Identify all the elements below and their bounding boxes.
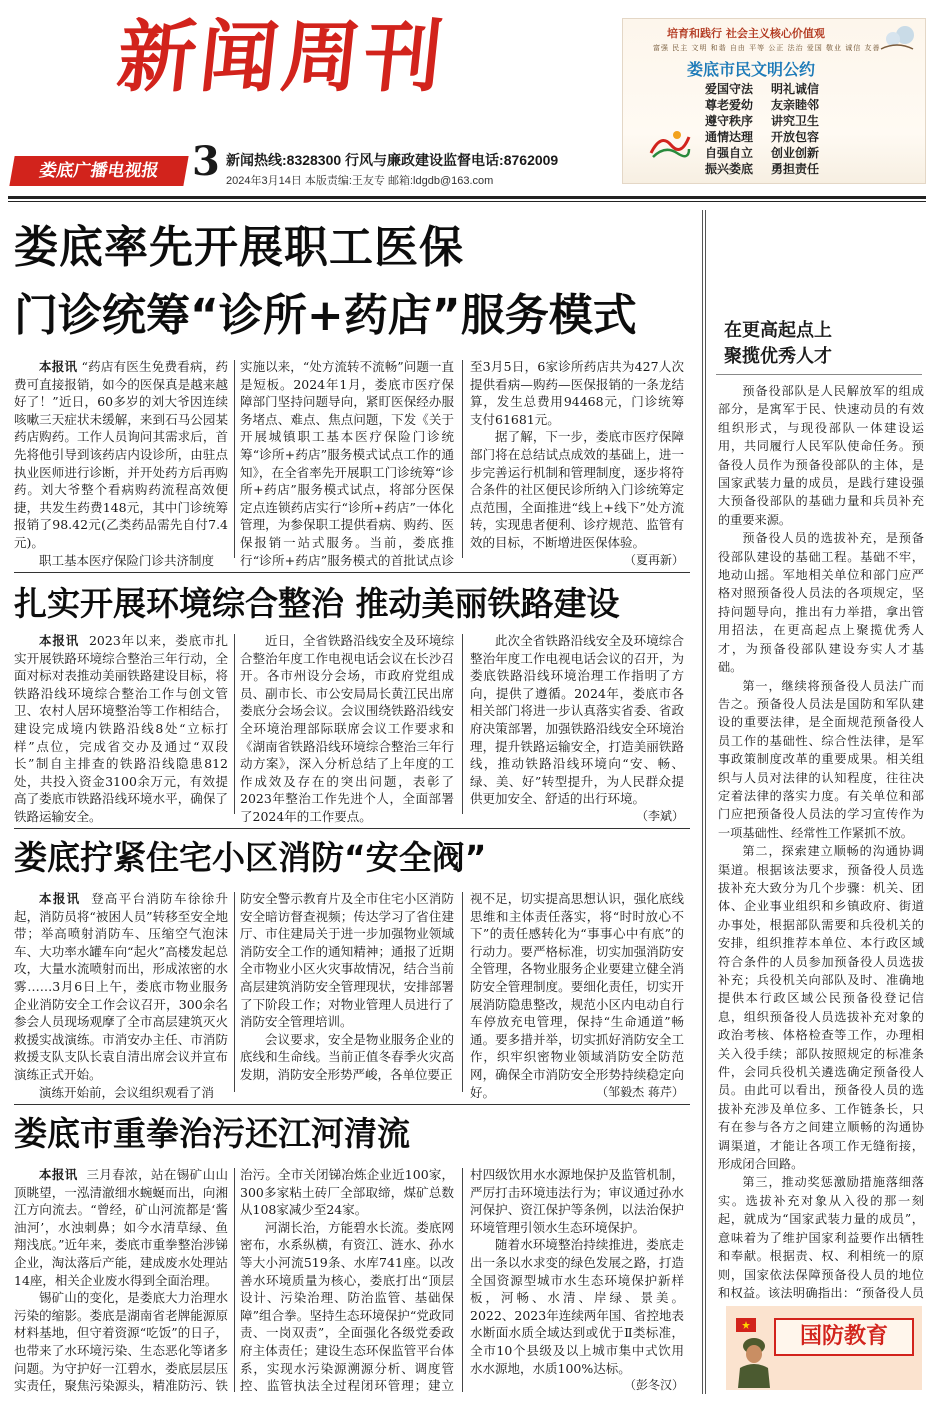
civility-item: 通情达理 <box>705 130 754 144</box>
article-text: “药店有医生免费看病，药费可直接报销，如今的医保真是越来越好了！”近日，60多岁的刘大爷因连续咳嗽三天症状未缓解，来到石马公园某药店购药。工作人员询问其需求后，首先将他引导到该药店内设诊所，由驻点执业医师进行诊断，并开处药方后再购药。刘大爷整个看病购药流程高效便捷，共发生药费148元，其中门诊统筹报销了98.42元(乙类药品需先自付7.4元)。 <box>14 359 228 550</box>
article3-col2 <box>240 890 454 1102</box>
article-text: 此次全省铁路沿线安全及环境综合整治年度工作电视电话会议的召开，为娄底铁路沿线环境治理工作指明了方向，提供了遵循。2024年，娄底市各相关部门将进一步认真落实省委、省政府决策部署，加强铁路沿线安全环境治理，提升铁路运输安全，打造美丽铁路线，推动铁路沿线环境向“安、畅、绿、美、好”转型提升，为人民群众提供更加安全、舒适的出行环境。 <box>470 633 684 807</box>
article-text: 三月春浓，站在锡矿山山顶眺望，一泓清澈细水蜿蜒而出，向湘江方向流去。“曾经，矿山河流都是‘酱油河’，水浊刺鼻；如今水清草绿、鱼翔浅底。”近年来，娄底市重拳整治涉锑企业，淘汰落后产能，建成废水处理站14座，相关企业废水得到全面治理。 <box>14 1167 228 1288</box>
article-text: 视不足，切实提高思想认识，强化底线思维和主体责任落实，将“时时放心不下”的责任感转化为“事事心中有底”的行动力。要严格标准，切实加强消防安全管理，各物业服务企业要建立健全消防安全管理制度。要细化责任，切实开展消防隐患整改，规范小区内电动自行车停放充电管理，保持“生命通道”畅通。要多措并举，切实抓好消防安全工作，织牢织密物业领域消防安全防范网，确保全市消防安全形势持续稳定向好。 <box>470 891 684 1100</box>
signature: （李斌） <box>635 808 684 823</box>
article-text: 演练开始前，会议组织观看了消 <box>39 1084 215 1100</box>
civility-item: 自强自立 <box>705 146 754 160</box>
article-text: 至3月5日，6家诊所药店共为427人次提供看病—购药—医保报销的一条龙结算，发生总费用94468元，门诊统筹支付61681元。 <box>470 359 684 427</box>
masthead-rule <box>8 196 926 199</box>
column-rule <box>234 634 235 814</box>
article2-col2 <box>240 632 454 824</box>
sidebar-paragraph: 第二，探索建立顺畅的沟通协调渠道。根据该法要求，预备役人员选拔补充大致分为几个步骤：机关、团体、企业事业组织和乡镇政府、街道办事处，根据部队需要和兵役机关的安排，组织推荐本单位、本行政区域符合条件的人员参加预备役人员选拔补充；兵役机关向部队及时、准确地提供本行政区域公民预备役登记信息，组织预备役人员选拔补充对象的政治考核、体格检查等工作，办理相关入役手续；部队按照规定的标准条件，会同兵役机关遴选确定预备役人员。由此可以看出，预备役人员的选拔补充涉及单位多、工作链条长，只有在参与各方之间建立顺畅的沟通协调渠道，才能让各项工作无缝衔接，形成闭合回路。 <box>718 844 924 1172</box>
byline: 本报讯 <box>39 891 81 906</box>
article4-headline: 娄底市重拳治污还江河清流 <box>14 1114 410 1153</box>
article-text: 据了解，下一步，娄底市医疗保障部门将在总结试点成效的基础上，进一步完善运行机制和管理制度，逐步将符合条件的社区便民诊所纳入门诊统筹定点范围，全面推进“线上+线下”处方流转，实现患者便利、诊疗规范、监管有效的目标，不断增进医保体验。 <box>470 429 684 550</box>
article1-headline-line1: 娄底率先开展职工医保 <box>14 222 464 273</box>
civility-item: 尊老爱幼 <box>705 98 754 112</box>
civility-item: 振兴娄底 <box>705 162 754 176</box>
civility-item: 讲究卫生 <box>771 114 820 128</box>
article3-col3 <box>470 890 684 1102</box>
civility-panel <box>622 18 926 184</box>
byline: 本报讯 <box>39 359 78 374</box>
article1-col1 <box>14 358 228 568</box>
article-text: 随着水环境整治持续推进，娄底走出一条以水求变的绿色发展之路，打造全国资源型城市水生态环境保护新样板，河畅、水清、岸绿、景美。2022、2023年连续两年国、省控地表水断面水质全域达到或优于Ⅱ类标准，全市10个县级及以上城市集中式饮用水水源地，水质100%达标。 <box>470 1237 684 1376</box>
article4-col1 <box>14 1166 228 1394</box>
masthead-rule-thin <box>8 201 926 202</box>
column-rule <box>234 892 235 1092</box>
article1-headline-line2: 门诊统筹“诊所+药店”服务模式 <box>14 290 637 341</box>
station-tag: 娄底广播电视报 <box>9 156 188 186</box>
column-rule <box>462 360 463 558</box>
sidebar-paragraph: 第一，继续将预备役人员法广而告之。预备役人员法是国防和军队建设的重要法律，是全面规范预备役人员工作的基础性、综合性法律，是军事政策制度改革的重要成果。相关组织与人员对法律的认知程度，往往决定着法律的落实力度。有关单位和部门应把预备役人员法的学习宣传作为一项基础性、经常性工作紧抓不放。 <box>718 678 924 840</box>
article2-col3 <box>470 632 684 824</box>
article1-col3 <box>470 358 684 568</box>
civility-item: 创业创新 <box>771 146 820 160</box>
defense-education-badge: 国防教育 <box>774 1318 914 1356</box>
sidebar-title-line2: 聚揽优秀人才 <box>724 346 832 367</box>
signature: （夏再新） <box>623 552 684 567</box>
signature: （彭冬汉） <box>623 1378 684 1393</box>
civility-item: 友亲睦邻 <box>771 98 820 112</box>
sidebar-body <box>718 382 924 1300</box>
article4-col3 <box>470 1166 684 1394</box>
section-rule <box>14 572 690 573</box>
byline: 本报讯 <box>39 633 80 648</box>
article-text: 会议要求，安全是物业服务企业的底线和生命线。当前正值冬春季火灾高发期，消防安全形势严峻，各单位要正 <box>240 1031 454 1082</box>
column-rule <box>462 634 463 814</box>
sidebar-paragraph: 预备役部队是人民解放军的组成部分，是寓军于民、快速动员的有效组织形式，与现役部队一体建设运用，共同履行人民军队使命任务。预备役人员作为预备役部队的主体，是国家武装力量的成员，是践行建设强大预备役部队的基础力量和兵员补充的重要来源。 <box>718 384 924 527</box>
article2-col1 <box>14 632 228 824</box>
civility-item: 勇担责任 <box>771 162 820 176</box>
article3-headline: 娄底拧紧住宅小区消防“安全阀” <box>14 838 487 877</box>
sidebar-title <box>724 318 832 370</box>
column-rule <box>234 1168 235 1392</box>
cloud-pattern-icon <box>877 23 917 53</box>
issue-info: 2024年3月14日 本版责编:王友专 邮箱:ldgdb@163.com <box>226 175 494 187</box>
signature: （邹毅杰 蒋芹） <box>596 1084 684 1099</box>
civility-title: 娄底市民文明公约 <box>687 60 816 79</box>
civility-item: 开放包容 <box>771 130 820 144</box>
article-text: 实施以来，“处方流转不流畅”问题一直是短板。2024年1月，娄底市医疗保障部门坚持问题导向，紧盯医保经办服务堵点、难点、焦点问题，下发《关于开展城镇职工基本医疗保险门诊统筹“诊所+药店”服务模式试点工作的通知》，在全省率先开展职工门诊统筹“诊所+药店”服务模式试点，将部分医保定点连锁药店实行“诊所+药店”一体化管理，为参保职工提供看病、购药、医保报销一站式服务。当前，娄底推行“诊所+药店”服务模式的首批试点诊 <box>240 359 454 568</box>
article-text: 2023年以来，娄底市扎实开展铁路环境综合整治三年行动，全面对标对表推动美丽铁路建设目标，将铁路沿线环境综合整治工作与创文管卫、农村人居环境整治等工作相结合，建设完成境内铁路沿线8处“立标打样”点位，完成省交办及通过“双段长”制自主排查的铁路沿线隐患812处，共投入资金3100余万元，有效提高了娄底市铁路沿线环境水平，确保了铁路运输安全。 <box>14 633 228 824</box>
sidebar-divider <box>705 210 706 1394</box>
civility-logo-icon <box>647 127 691 163</box>
soldier-icon <box>730 1316 778 1388</box>
civility-item: 爱国守法 <box>705 82 754 96</box>
article-text: 防安全警示教育片及全市住宅小区消防安全暗访督查视频；传达学习了省住建厅、市住建局关于进一步加强物业领域消防安全工作的通知精神；通报了近期全市物业小区火灾事故情况，结合当前高层建筑消防安全管理现状，安排部署了下阶段工作；对物业管理人员进行了消防安全管理培训。 <box>240 891 454 1030</box>
hotline: 新闻热线:8328300 行风与廉政建设监督电话:8762009 <box>226 152 559 168</box>
article1-col2 <box>240 358 454 568</box>
civility-values: 富强 民主 文明 和谐 自由 平等 公正 法治 爱国 敬业 诚信 友善 <box>653 44 881 52</box>
article-text: 治污。全市关闭锑冶炼企业近100家，300多家粘土砖厂全部取缔，煤矿总数从108家减少至24家。 <box>240 1167 454 1218</box>
byline: 本报讯 <box>39 1167 78 1182</box>
article-text: 职工基本医疗保险门诊共济制度 <box>39 552 215 568</box>
article-text: 村四级饮用水水源地保护及监管机制，严厉打击环境违法行为；审议通过孙水河保护、资江保护等条例，以法治保护环境管理引领水生态环境保护。 <box>470 1167 684 1235</box>
sidebar-paragraph: 第三，推动奖惩激励措施落细落实。选拔补充对象从入役的那一刻起，就成为“国家武装力量的成员”，意味着为了维护国家利益要作出牺牲和奉献。根据责、权、利相统一的原则，国家依法保障预备役人员的地位和权益。该法明确指出：“预备役人员 <box>718 1175 924 1300</box>
section-rule <box>14 1104 690 1105</box>
sidebar-title-line1: 在更高起点上 <box>724 320 832 341</box>
section-rule <box>14 828 690 829</box>
column-rule <box>462 892 463 1092</box>
article4-col2 <box>240 1166 454 1394</box>
sidebar-paragraph: 预备役人员的选拔补充，是预备役部队建设的基础工程。基础不牢，地动山摇。军地相关单位和部门应严格对照预备役人员法的各项规定，坚持问题导向，推出有力举措，拿出管用招法，在更高起点上聚揽优秀人才，为预备役部队建设夯实人才基础。 <box>718 531 924 675</box>
article-text: 河湖长治，方能碧水长流。娄底网密布，水系纵横，有资江、涟水、孙水等大小河流519条、水库741座。以改善水环境质量为核心，娄底打出“顶层设计、污染治理、防治监管、基础保障”组合拳。坚持生态环境保护“党政同责、一岗双责”，全面强化各级党委政府主体责任；建设生态环保监管平台体系，实现水污染源溯源分析、调度管控、监管执法全过程闭环管理；建立 <box>240 1219 454 1394</box>
masthead-title: 新闻周刊 <box>113 13 451 103</box>
civility-item: 遵守秩序 <box>705 114 754 128</box>
column-rule <box>462 1168 463 1392</box>
article-text: 近日，全省铁路沿线安全及环境综合整治年度工作电视电话会议在长沙召开。各市州设分会场，市政府党组成员、副市长、市公安局局长黄江民出席娄底分会场会议。会议围绕铁路沿线安全环境治理部际联席会议工作要求和《湖南省铁路沿线环境综合整治三年行动方案》，深入分析总结了上年度的工作成效及存在的突出问题，表彰了2023年整治工作先进个人，全面部署了2024年的工作要点。 <box>240 633 454 824</box>
article-text: 锡矿山的变化，是娄底大力治理水污染的缩影。娄底是湖南省老牌能源原材料基地，但守着资源“吃饭”的日子，也带来了水环境污染、生态恶化等诸多问题。为守护好一江碧水，娄底层层压实责任，聚焦污染源头，精准防污、铁 <box>14 1290 228 1394</box>
article2-headline: 扎实开展环境综合整治 推动美丽铁路建设 <box>14 584 620 623</box>
column-rule <box>234 360 235 558</box>
article-text: 登高平台消防车徐徐升起，消防员将“被困人员”转移至安全地带；举高喷射消防车、压缩空气泡沫车、大功率水罐车向“起火”高楼发起总攻，大量水流喷射而出，形成浓密的水雾……3月6日上午，娄底市物业服务企业消防安全工作会议召开，300余名参会人员现场观摩了全市高层建筑灭火救援实战演练。市消安办主任、市消防救援支队支队长袁自清出席会议并宣布演练正式开始。 <box>14 891 228 1082</box>
civility-slogan: 培育和践行 社会主义核心价值观 <box>667 27 825 40</box>
sidebar-rule <box>716 374 922 375</box>
sidebar-divider <box>702 210 703 1394</box>
civility-item: 明礼诚信 <box>771 82 820 96</box>
civility-items <box>705 81 837 177</box>
article3-col1 <box>14 890 228 1102</box>
page-number: 3 <box>192 138 220 185</box>
